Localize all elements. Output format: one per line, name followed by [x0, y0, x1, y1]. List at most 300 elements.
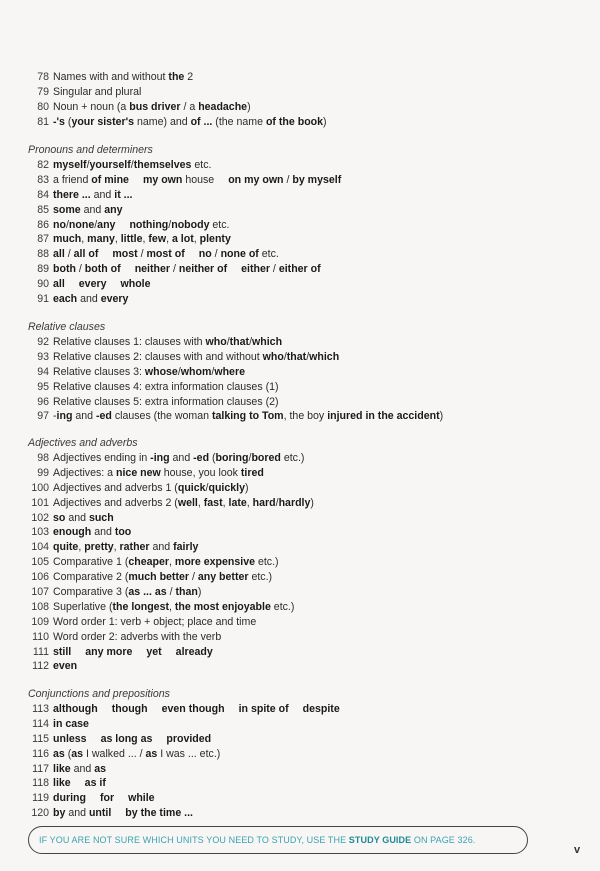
- bold-term: both: [53, 263, 76, 276]
- unit-entry[interactable]: [28, 100, 588, 115]
- bold-term: provided: [166, 732, 212, 745]
- unit-entry[interactable]: [28, 380, 588, 395]
- bold-term: who: [262, 350, 284, 363]
- plain-text: house, you look: [160, 466, 241, 479]
- bold-term: despite: [302, 703, 340, 715]
- bold-term: hard: [252, 496, 276, 509]
- unit-number: 104: [31, 541, 49, 554]
- plain-text: ,: [246, 496, 253, 509]
- unit-number: 99: [37, 466, 49, 479]
- bold-term: in spite of: [238, 703, 289, 715]
- bold-term: it ...: [114, 188, 133, 201]
- unit-entry[interactable]: [28, 292, 588, 307]
- unit-title: [53, 570, 272, 585]
- unit-number: 112: [32, 660, 49, 673]
- bold-term: -ed: [95, 410, 112, 423]
- plain-text: /: [75, 263, 85, 276]
- plain-text: Relative clauses 4: extra information clauses (1): [53, 380, 279, 393]
- bold-term: none: [68, 218, 95, 231]
- plain-text: /: [283, 350, 287, 363]
- unit-entry[interactable]: [28, 511, 588, 526]
- bold-term: as: [53, 747, 65, 760]
- unit-title: [53, 409, 443, 424]
- plain-text: etc.: [209, 218, 230, 231]
- unit-number: 85: [37, 203, 49, 216]
- plain-text: and: [65, 807, 89, 820]
- bold-term: still: [53, 645, 72, 658]
- section-title: Conjunctions and prepositions: [28, 688, 170, 700]
- bold-term: by: [53, 807, 66, 820]
- bold-term: any: [97, 218, 116, 231]
- plain-text: /: [177, 365, 181, 378]
- bold-term: such: [88, 511, 114, 524]
- bold-term: bus driver: [129, 100, 181, 113]
- plain-text: /: [211, 365, 215, 378]
- bold-term: unless: [53, 732, 87, 745]
- unit-title: [53, 350, 339, 365]
- plain-text: and: [149, 541, 174, 554]
- plain-text: and: [70, 762, 95, 775]
- plain-text: / a: [180, 100, 199, 113]
- bold-term: neither: [134, 263, 171, 276]
- bold-term: many: [87, 233, 115, 246]
- unit-entry[interactable]: [28, 762, 588, 777]
- plain-text: Relative clauses 2: clauses with and without: [53, 350, 263, 363]
- unit-entry[interactable]: [28, 232, 588, 247]
- bold-term: fast: [203, 496, 223, 509]
- bold-term: pretty: [84, 541, 114, 554]
- bold-term: each: [53, 293, 78, 306]
- unit-number: 110: [32, 630, 49, 643]
- bold-term: by the time ...: [125, 807, 193, 820]
- bold-term: all: [53, 248, 65, 261]
- bold-term: well: [177, 496, 198, 509]
- unit-entry[interactable]: [28, 158, 588, 173]
- plain-text: ,: [197, 496, 204, 509]
- plain-text: etc.): [280, 452, 305, 464]
- plain-text: , the boy: [283, 410, 328, 423]
- plain-text: /: [65, 218, 69, 231]
- plain-text: /: [283, 173, 293, 186]
- unit-number: 93: [37, 350, 49, 363]
- unit-title: [53, 702, 340, 717]
- study-guide-link[interactable]: STUDY GUIDE: [348, 835, 412, 845]
- plain-text: Names with and without: [53, 71, 169, 83]
- bold-term: the most enjoyable: [174, 600, 271, 613]
- unit-number: 114: [32, 717, 49, 730]
- section-title: Pronouns and determiners: [28, 144, 153, 156]
- plain-text: Singular and plural: [53, 85, 142, 98]
- unit-entry[interactable]: [28, 277, 588, 292]
- bold-term: which: [252, 336, 283, 348]
- bold-term: like: [53, 762, 71, 775]
- unit-number: 111: [32, 645, 49, 658]
- bold-term: much better: [128, 571, 190, 584]
- bold-term: every: [78, 278, 107, 291]
- unit-number: 106: [31, 571, 49, 584]
- unit-number: 89: [37, 263, 49, 276]
- plain-text: etc.): [270, 600, 295, 613]
- unit-title: [53, 585, 201, 600]
- plain-text: /: [211, 248, 221, 261]
- study-guide-note-text: IF YOU ARE NOT SURE WHICH UNITS YOU NEED TO STUDY, USE THE STUDY GUIDE ON PAGE 326.: [39, 835, 476, 845]
- unit-number: 101: [31, 496, 49, 509]
- plain-text: /: [226, 336, 230, 348]
- bold-term: on my own: [228, 173, 284, 186]
- section-adjectives-adverbs: [28, 436, 588, 674]
- bold-term: than: [175, 586, 198, 599]
- unit-entry[interactable]: [28, 585, 588, 600]
- section-conjunctions-prepositions: [28, 687, 588, 821]
- bold-term: -'s: [53, 115, 65, 128]
- plain-text: and: [72, 410, 96, 423]
- unit-title: [53, 100, 251, 115]
- plain-text: ,: [142, 233, 149, 246]
- plain-text: ): [439, 410, 444, 423]
- plain-text: name) and: [134, 115, 191, 128]
- bold-term: there ...: [53, 188, 91, 201]
- bold-term: none of: [220, 248, 259, 261]
- plain-text: (: [64, 115, 72, 128]
- unit-number: 102: [31, 511, 49, 524]
- unit-entry[interactable]: [28, 85, 588, 100]
- unit-entry[interactable]: [28, 806, 588, 821]
- unit-title: [53, 395, 279, 410]
- plain-text: etc.): [255, 556, 279, 569]
- study-guide-note: [28, 826, 528, 854]
- unit-number: 82: [37, 159, 49, 171]
- bold-term: too: [114, 526, 132, 539]
- unit-entry[interactable]: [28, 702, 588, 717]
- bold-term: that: [229, 336, 250, 348]
- unit-entry[interactable]: [28, 555, 588, 570]
- unit-title: [53, 555, 279, 570]
- unit-entry[interactable]: [28, 451, 588, 466]
- unit-entry[interactable]: [28, 262, 588, 277]
- bold-term: quick: [177, 481, 206, 494]
- unit-entry[interactable]: [28, 115, 588, 130]
- bold-term: tired: [240, 466, 264, 479]
- section-relative-clauses: [28, 320, 588, 424]
- plain-text: /: [248, 452, 252, 464]
- plain-text: ): [310, 496, 314, 509]
- unit-title: [53, 203, 123, 218]
- unit-number: 86: [37, 218, 49, 231]
- bold-term: yet: [146, 645, 162, 658]
- bold-term: who: [205, 336, 227, 348]
- unit-entry[interactable]: [28, 540, 588, 555]
- unit-number: 78: [37, 71, 49, 83]
- unit-entry[interactable]: [28, 570, 588, 585]
- bold-term: cheaper: [128, 556, 170, 569]
- plain-text: and: [65, 511, 89, 524]
- plain-text: (: [64, 747, 72, 760]
- plain-text: house: [182, 173, 215, 186]
- unit-number: 105: [31, 556, 49, 569]
- bold-term: bored: [251, 452, 281, 464]
- unit-title: [53, 451, 304, 466]
- unit-entry[interactable]: [28, 365, 588, 380]
- plain-text: /: [86, 159, 90, 171]
- plain-text: ,: [81, 233, 88, 246]
- unit-number: 115: [32, 732, 49, 745]
- unit-entry[interactable]: [28, 481, 588, 496]
- bold-term: neither of: [178, 263, 228, 276]
- unit-title: [53, 188, 133, 203]
- bold-term: little: [120, 233, 143, 246]
- unit-number: 96: [37, 395, 49, 408]
- unit-title: [53, 173, 341, 188]
- bold-term: of the book: [265, 115, 324, 128]
- plain-text: /: [137, 248, 147, 261]
- bold-term: which: [309, 350, 340, 363]
- plain-text: ): [323, 115, 327, 128]
- unit-title: [53, 496, 314, 511]
- section-pronouns-determiners: [28, 143, 588, 307]
- bold-term: every: [100, 293, 129, 306]
- unit-title: [53, 292, 128, 307]
- plain-text: ,: [113, 541, 120, 554]
- bold-term: for: [99, 792, 115, 805]
- unit-entry[interactable]: [28, 747, 588, 762]
- unit-entry[interactable]: [28, 600, 588, 615]
- plain-text: /: [170, 263, 179, 276]
- bold-term: myself: [53, 159, 87, 171]
- unit-title: [53, 732, 211, 747]
- plain-text: ): [247, 100, 251, 113]
- bold-term: most of: [146, 248, 185, 261]
- plain-text: Word order 2: adverbs with the verb: [53, 630, 222, 643]
- bold-term: quickly: [208, 481, 245, 494]
- bold-term: headache: [198, 100, 248, 113]
- bold-term: no: [53, 218, 66, 231]
- unit-title: [53, 335, 282, 350]
- unit-entry[interactable]: [28, 350, 588, 365]
- bold-term: even though: [161, 703, 225, 715]
- unit-number: 80: [37, 100, 49, 113]
- plain-text: ,: [169, 600, 175, 613]
- unit-entry[interactable]: [28, 409, 588, 424]
- bold-term: my own: [142, 173, 183, 186]
- unit-number: 92: [37, 336, 49, 348]
- unit-entry[interactable]: [28, 466, 588, 481]
- plain-text: /: [306, 350, 310, 363]
- plain-text: Adjectives ending in: [53, 452, 151, 464]
- bold-term: more expensive: [174, 556, 255, 569]
- bold-term: whole: [120, 278, 151, 291]
- unit-number: 119: [32, 792, 49, 805]
- plain-text: 2: [184, 71, 194, 83]
- unit-entry[interactable]: [28, 776, 588, 791]
- unit-entry[interactable]: [28, 335, 588, 350]
- plain-text: ,: [222, 496, 229, 509]
- unit-number: 108: [31, 600, 49, 613]
- section-title: Relative clauses: [28, 321, 106, 333]
- plain-text: ): [244, 481, 249, 494]
- bold-term: in case: [53, 717, 89, 730]
- plain-text: Relative clauses 1: clauses with: [53, 336, 206, 348]
- unit-number: 117: [32, 762, 49, 775]
- unit-title: [53, 762, 106, 777]
- bold-term: though: [111, 703, 148, 715]
- bold-term: most: [112, 248, 138, 261]
- bold-term: during: [53, 792, 86, 805]
- bold-term: where: [214, 365, 245, 378]
- bold-term: of mine: [91, 173, 129, 186]
- unit-entry[interactable]: [28, 203, 588, 218]
- bold-term: fairly: [173, 541, 199, 554]
- bold-term: already: [175, 645, 213, 658]
- unit-title: [53, 659, 77, 674]
- unit-entry[interactable]: [28, 717, 588, 732]
- plain-text: /: [275, 496, 279, 509]
- bold-term: hardly: [278, 496, 311, 509]
- unit-number: 79: [37, 85, 49, 98]
- bold-term: even: [53, 660, 78, 673]
- bold-term: so: [53, 511, 66, 524]
- plain-text: (: [209, 452, 216, 464]
- plain-text: /: [269, 263, 279, 276]
- bold-term: as: [71, 747, 84, 760]
- unit-entry[interactable]: [28, 791, 588, 806]
- bold-term: -ed: [193, 452, 210, 464]
- plain-text: /: [205, 481, 209, 494]
- bold-term: that: [286, 350, 307, 363]
- plain-text: ,: [114, 233, 121, 246]
- bold-term: nobody: [171, 218, 210, 231]
- unit-title: [53, 70, 193, 85]
- unit-entry[interactable]: [28, 525, 588, 540]
- bold-term: rather: [119, 541, 150, 554]
- unit-title: [53, 277, 151, 292]
- bold-term: all of: [73, 248, 99, 261]
- bold-term: a lot: [171, 233, 194, 246]
- unit-title: [53, 158, 211, 173]
- plain-text: /: [166, 586, 176, 599]
- unit-entry[interactable]: [28, 188, 588, 203]
- plain-text: clauses (the woman: [111, 410, 212, 423]
- unit-title: [53, 747, 220, 762]
- bold-term: plenty: [199, 233, 231, 246]
- unit-title: [53, 115, 327, 130]
- unit-entry[interactable]: [28, 630, 588, 645]
- plain-text: a friend: [53, 173, 92, 186]
- unit-number: 100: [31, 481, 49, 494]
- plain-text: Noun + noun (a: [53, 100, 130, 113]
- unit-title: [53, 232, 231, 247]
- unit-number: 116: [32, 747, 49, 760]
- unit-number: 120: [31, 807, 49, 820]
- unit-title: [53, 615, 256, 630]
- bold-term: late: [228, 496, 247, 509]
- plain-text: and: [91, 526, 115, 539]
- unit-number: 83: [37, 173, 49, 186]
- unit-title: [53, 525, 131, 540]
- unit-number: 81: [37, 115, 49, 128]
- unit-entry[interactable]: [28, 395, 588, 410]
- bold-term: either of: [278, 263, 321, 276]
- bold-term: either: [241, 263, 270, 276]
- unit-number: 113: [32, 703, 49, 715]
- bold-term: while: [128, 792, 155, 805]
- unit-number: 88: [37, 248, 49, 261]
- unit-entry[interactable]: [28, 70, 588, 85]
- bold-term: injured in the accident: [327, 410, 440, 423]
- unit-entry[interactable]: [28, 732, 588, 747]
- bold-term: whose: [144, 365, 178, 378]
- unit-title: [53, 365, 245, 380]
- unit-entry[interactable]: [28, 496, 588, 511]
- unit-entry[interactable]: [28, 615, 588, 630]
- unit-number: 90: [37, 278, 49, 291]
- section-names-nouns: [28, 70, 588, 130]
- plain-text: /: [64, 248, 74, 261]
- plain-text: ,: [78, 541, 85, 554]
- unit-number: 87: [37, 233, 49, 246]
- bold-term: any more: [85, 645, 133, 658]
- unit-title: [53, 645, 213, 660]
- plain-text: Comparative 2 (: [53, 571, 129, 584]
- plain-text: Comparative 3 (: [53, 586, 129, 599]
- unit-title: [53, 511, 114, 526]
- unit-entry[interactable]: [28, 218, 588, 233]
- unit-title: [53, 776, 106, 791]
- unit-title: [53, 540, 198, 555]
- bold-term: some: [53, 203, 81, 216]
- unit-entry[interactable]: [28, 659, 588, 674]
- bold-term: although: [53, 703, 98, 715]
- unit-title: [53, 630, 221, 645]
- unit-entry[interactable]: [28, 173, 588, 188]
- bold-term: any better: [197, 571, 249, 584]
- unit-title: [53, 806, 193, 821]
- unit-number: 109: [31, 615, 49, 628]
- unit-title: [53, 600, 294, 615]
- plain-text: and: [90, 188, 115, 201]
- bold-term: of ...: [190, 115, 213, 128]
- plain-text: Word order 1: verb + object; place and time: [53, 615, 257, 628]
- bold-term: themselves: [133, 159, 192, 171]
- plain-text: I was ... etc.): [157, 747, 221, 760]
- bold-term: as: [145, 747, 158, 760]
- plain-text: /: [130, 159, 134, 171]
- bold-term: no: [198, 248, 212, 261]
- plain-text: Relative clauses 3:: [53, 365, 145, 378]
- page-number: v: [574, 844, 581, 856]
- plain-text: /: [168, 218, 172, 231]
- plain-text: ,: [169, 556, 175, 569]
- plain-text: Superlative (: [53, 600, 113, 613]
- bold-term: the longest: [112, 600, 169, 613]
- unit-number: 91: [37, 293, 49, 306]
- plain-text: Adjectives and adverbs 2 (: [53, 496, 178, 509]
- bold-term: -ing: [150, 452, 170, 464]
- unit-title: [53, 791, 155, 806]
- bold-term: until: [88, 807, 112, 820]
- unit-number: 97: [37, 410, 49, 423]
- bold-term: the: [168, 71, 185, 83]
- unit-title: [53, 380, 279, 395]
- plain-text: -: [53, 410, 57, 423]
- plain-text: Relative clauses 5: extra information clauses (2): [53, 395, 279, 408]
- bold-term: nice new: [116, 466, 161, 479]
- unit-entry[interactable]: [28, 645, 588, 660]
- plain-text: I walked ... /: [83, 747, 146, 760]
- bold-term: all: [53, 278, 65, 291]
- unit-entry[interactable]: [28, 247, 588, 262]
- bold-term: as: [94, 762, 107, 775]
- unit-number: 98: [37, 452, 49, 464]
